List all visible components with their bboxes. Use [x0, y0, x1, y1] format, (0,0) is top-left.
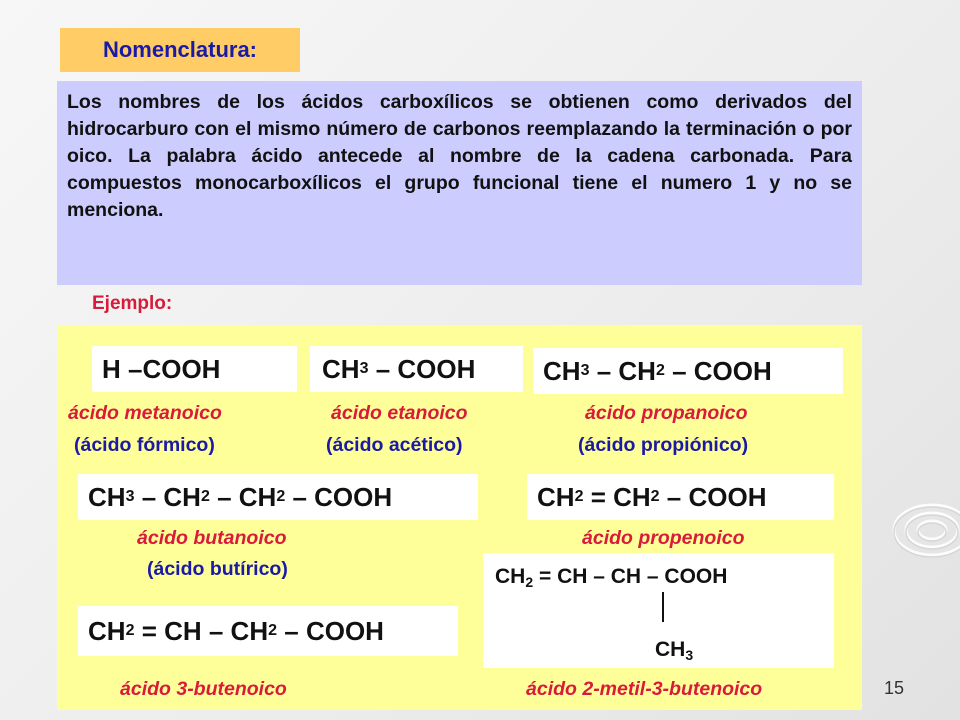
- formula-butanoic: CH 3 – CH 2 – CH 2 – COOH: [78, 474, 478, 520]
- title-box: [60, 28, 300, 72]
- formula-3-butenoic: CH 2 = CH – CH 2 – COOH: [78, 606, 458, 656]
- formula-methylbutenoic-main: $CH_2$ = CH – CH – COOH: [495, 565, 728, 590]
- common-acetic: (ácido acético): [326, 434, 463, 456]
- name-butanoic: ácido butanoico: [137, 527, 287, 549]
- formula-propenoic: CH 2 = CH 2 – COOH: [527, 474, 834, 520]
- name-ethanoic: ácido etanoico: [331, 402, 468, 424]
- formula-methylbutenoic-branch: $CH_3$: [655, 638, 694, 663]
- name-2-methyl-3-butenoic: ácido 2-metil-3-butenoico: [526, 678, 763, 700]
- page-title: Nomenclatura:: [102, 37, 258, 62]
- page-number: 15: [884, 678, 905, 698]
- name-propanoic: ácido propanoico: [585, 402, 748, 424]
- example-label: Ejemplo:: [92, 293, 173, 314]
- name-propenoic: ácido propenoico: [582, 527, 745, 549]
- common-butyric: (ácido butírico): [147, 558, 288, 580]
- name-3-butenoic: ácido 3-butenoico: [120, 678, 287, 700]
- formula-methanoic: H –COOH: [92, 346, 297, 392]
- common-propionic: (ácido propiónico): [578, 434, 749, 456]
- formula-ethanoic: CH 3 – COOH: [310, 346, 523, 392]
- description-box: [57, 81, 862, 285]
- description-text: Los nombres de los ácidos carboxílicos se obtienen como derivados del hidrocarburo con el mismo número de carbonos reemplazando la terminación o por oico. La palabra ácido antecede al nombre de la cadena carbonada. Para compuestos monocarboxílicos el grupo funcional tiene el numero 1 y no se menciona.: [67, 91, 852, 221]
- formula-propanoic: CH 3 – CH 2 – COOH: [533, 348, 843, 394]
- common-formic: (ácido fórmico): [74, 434, 215, 456]
- branch-bond: [662, 592, 664, 622]
- ripple-decoration: [862, 470, 960, 600]
- name-methanoic: ácido metanoico: [68, 402, 222, 424]
